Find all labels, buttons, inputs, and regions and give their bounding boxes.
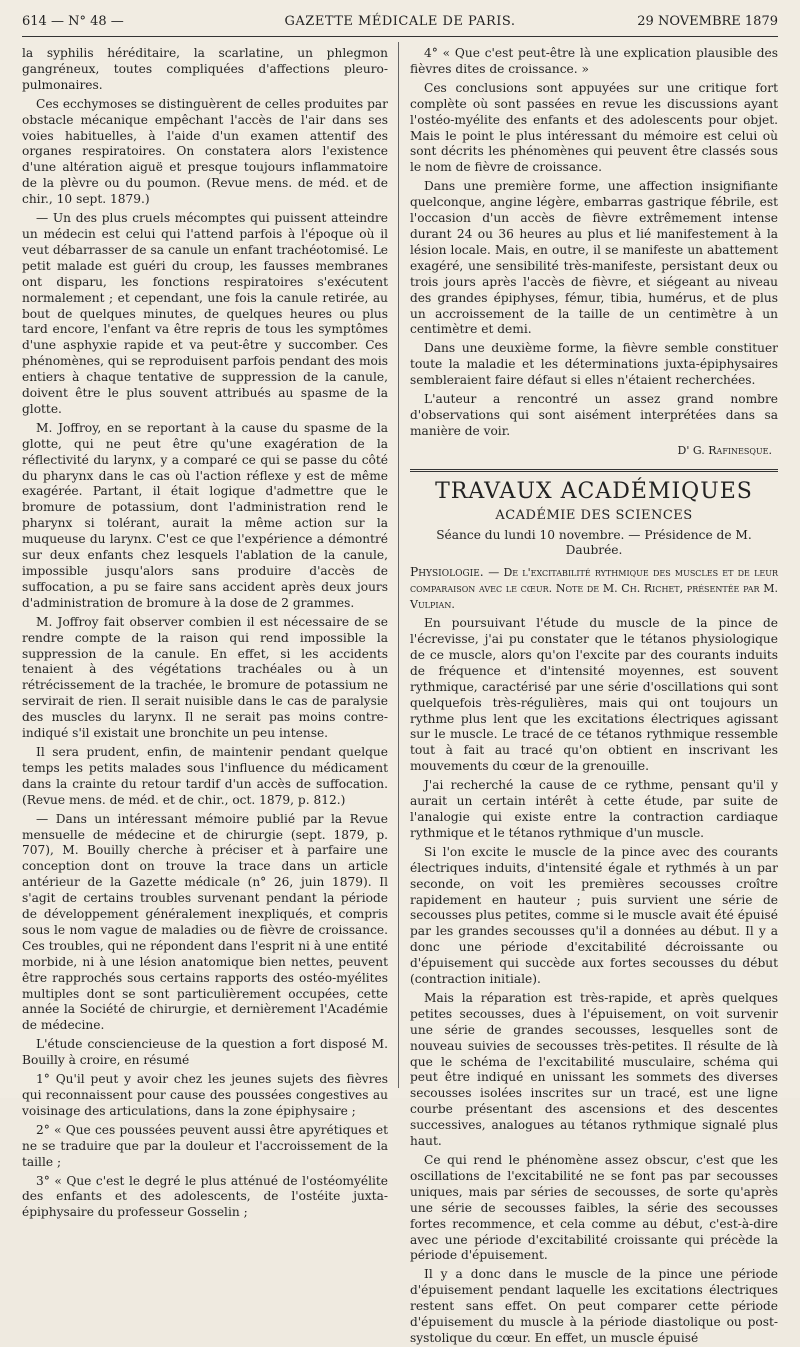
physiology-label: Physiologie. — [410, 565, 484, 580]
section-separator — [410, 469, 778, 472]
issue-date: 29 NOVEMBRE 1879 — [637, 14, 778, 29]
column-divider — [398, 42, 399, 1088]
paragraph: Il sera prudent, enfin, de maintenir pendant quelque temps les petits malades sous l'influence du médicament dans la crainte du retour tardif d'un accès de suffocation. (Revue mens. de méd. et de chir., oct. 1879, p. 812.) — [22, 744, 388, 807]
session-line: Séance du lundi 10 novembre. — Présidence de M. Daubrée. — [436, 527, 752, 558]
paragraph: Ces ecchymoses se distinguèrent de celles produites par obstacle mécanique empêchant l'accès de l'air dans ses voies habituelles, à l'aide d'un examen attentif des organes respiratoires. On constatera alors l'existence d'une altération aiguë et presque toujours inflammatoire de la plèvre ou du poumon. (Revue mens. de méd. et de chir., 10 sept. 1879.) — [22, 96, 388, 207]
list-item: 2° « Que ces poussées peuvent aussi être apyrétiques et ne se traduire que par la douleur et l'accroissement de la taille ; — [22, 1122, 388, 1169]
paragraph: Mais la réparation est très-rapide, et après quelques petites secousses, dues à l'épuisement, on voit survenir une série de grandes secousses, lesquelles sont de nouveau suivies de secousses très-petites. Il résulte de là que le schéma de l'excitabilité musculaire, schéma qui peut être indiqué en unissant les sommets des diverses secousses isolées inscrites sur un tracé, est une ligne courbe présentant des ascensions et des descentes successives, analogues au tétanos rythmique signalé plus haut. — [410, 990, 778, 1149]
paragraph: Dans une première forme, une affection insignifiante quelconque, angine légère, embarras gastrique fébrile, est l'occasion d'un accès de fièvre extrêmement intense durant 24 ou 36 heures au plus et lié manifestement à la lésion locale. Mais, en outre, il se manifeste un abattement exagéré, une sensibilité très-manifeste, persistant deux ou trois jours après l'accès de fièvre, et siégeant au niveau des grandes épiphyses, fémur, tibia, humérus, et de plus un accroissement de la taille de un centimètre à un centimètre et demi. — [410, 179, 778, 337]
physiology-heading — [410, 565, 778, 613]
paragraph: Ces conclusions sont appuyées sur une critique fort complète où sont passées en revue les discussions ayant l'ostéo-myélite des enfants et des adolescents pour objet. Mais le point le plus intéressant du mémoire est celui où sont décrits les phénomènes qui peuvent être classés sous le nom de fièvre de croissance. — [410, 80, 778, 175]
list-item: 3° « Que c'est le degré le plus atténué de l'ostéomyélite des enfants et des adolescents, de l'ostéite juxta-épiphysaire du professeur Gosselin ; — [22, 1173, 388, 1220]
paragraph: M. Joffroy, en se reportant à la cause du spasme de la glotte, qui ne peut être qu'une exagération de la réflectivité du larynx, y a comparé ce qui se passe du côté du pharynx dans le cas où l'action réflexe y est de même exagérée. Partant, il était logique d'admettre que le bromure de potassium, dont l'administration rend le pharynx si tolérant, aurait la même action sur la muqueuse du larynx. C'est ce que l'expérience a démontré sur deux enfants chez lesquels l'ablation de la canule, impossible jusqu'alors sans produire d'accès de suffocation, a pu se faire sans accident après deux jours d'administration de bromure à la dose de 2 grammes. — [22, 420, 388, 610]
page-number: 614 — N° 48 — — [22, 14, 124, 29]
page-header — [22, 14, 778, 36]
paragraph: M. Joffroy fait observer combien il est nécessaire de se rendre compte de la raison qui rend impossible la suppression de la canule. En effet, si les accidents tenaient à des végétations trachéales ou à un rétrécissement de la trachée, le bromure de potassium ne servirait de rien. Il serait nuisible dans le cas de paralysie des muscles du larynx. Il ne serait pas moins contre-indiqué s'il existait une bronchite un peu intense. — [22, 614, 388, 741]
paragraph: — Un des plus cruels mécomptes qui puissent atteindre un médecin est celui qui l'attend parfois à l'époque où il veut débarrasser de sa canule un enfant trachéotomisé. Le petit malade est guéri du croup, les fausses membranes ont disparu, les fonctions respiratoires s'exécutent normalement ; et cependant, une fois la canule retirée, au bout de quelques minutes, de quelques heures ou plus tard encore, l'enfant va être repris de tous les symptômes d'une asphyxie rapide et va peut-être y succomber. Ces phénomènes, qui se reproduisent parfois pendant des mois entiers à chaque tentative de suppression de la canule, doivent être le plus souvent attribués au spasme de la glotte. — [22, 211, 388, 416]
paragraph: Il y a donc dans le muscle de la pince une période d'épuisement pendant laquelle les excitations électriques restent sans effet. On peut comparer cette période d'épuisement du muscle à la période diastolique ou post-systolique du cœur. En effet, un muscle épuisé — [410, 1267, 778, 1345]
right-column — [410, 46, 779, 1345]
section-title: TRAVAUX ACADÉMIQUES — [435, 478, 753, 504]
paragraph: la syphilis héréditaire, la scarlatine, un phlegmon gangréneux, toutes compliquées d'affections pleuro-pulmonaires. — [22, 46, 388, 92]
header-rule — [22, 36, 778, 37]
paragraph: — Dans un intéressant mémoire publié par la Revue mensuelle de médecine et de chirurgie (sept. 1879, p. 707), M. Bouilly cherche à préciser et à parfaire une conception dont on trouve la trace dans un article antérieur de la Gazette médicale (n° 26, juin 1879). Il s'agit de certains troubles survenant pendant la période de développement généralement inexpliqués, et compris sous le nom vague de maladies ou de fièvre de croissance. Ces troubles, qui ne répondent dans l'esprit ni à une entité morbide, ni à une lésion anatomique bien nettes, peuvent être rapprochés sous certains rapports des ostéo-myélites multiples dont se sont particulièrement occupées, cette année la Société de chirurgie, et dernièrement l'Académie de médecine. — [22, 811, 388, 1033]
list-item: 1° Qu'il peut y avoir chez les jeunes sujets des fièvres qui reconnaissent pour cause des poussées congestives au voisinage des articulations, dans la zone épiphysaire ; — [22, 1072, 388, 1118]
paragraph: Ce qui rend le phénomène assez obscur, c'est que les oscillations de l'excitabilité ne se font pas par secousses uniques, mais par séries de secousses, de sorte qu'après une série de secousses faibles, la série des secousses fortes recommence, et cela comme au début, c'est-à-dire avec une période d'excitabilité croissante qui précède la période d'épuisement. — [410, 1153, 778, 1263]
paragraph: J'ai recherché la cause de ce rythme, pensant qu'il y aurait un certain intérêt à cette étude, par suite de l'analogie qui existe entre la contraction cardiaque rythmique et le tétanos rythmique d'un muscle. — [410, 778, 778, 840]
paragraph: Dans une deuxième forme, la fièvre semble constituer toute la maladie et les déterminations juxta-épiphysaires sembleraient faire défaut si elles n'étaient recherchées. — [410, 341, 778, 388]
physiology-title: — De l'excitabilité rythmique des muscles et de leur comparaison avec le cœur. Note de M. Ch. Richet, présentée par M. Vulpian. — [410, 566, 779, 612]
author-signature: D' G. Rafinesque. — [677, 443, 772, 457]
paragraph: Si l'on excite le muscle de la pince avec des courants électriques induits, d'intensité égale et rythmés à un par seconde, on voit les premières secousses croître rapidement en hauteur ; puis survient une série de secousses plus petites, comme si le muscle avait été épuisé par les grandes secousses qu'il a données au début. Il y a donc une période d'excitabilité décroissante ou d'épuisement qui succède aux fortes secousses du début (contraction initiale). — [410, 844, 778, 987]
journal-title: GAZETTE MÉDICALE DE PARIS. — [284, 14, 516, 29]
paragraph: L'étude consciencieuse de la question a fort disposé M. Bouilly à croire, en résumé — [22, 1037, 388, 1068]
paragraph: En poursuivant l'étude du muscle de la pince de l'écrevisse, j'ai pu constater que le tétanos physiologique de ce muscle, alors qu'on l'excite par des courants induits de fréquence et d'intensité moyennes, est souvent rythmique, caractérisé par une série d'oscillations qui sont quelquefois très-régulières, mais qui ont toujours un rythme plus lent que les excitations électriques agissant sur le muscle. Le tracé de ce tétanos rythmique ressemble tout à fait au tracé qu'on obtient en inscrivant les mouvements du cœur de la grenouille. — [410, 616, 778, 774]
subsection-title: ACADÉMIE DES SCIENCES — [495, 507, 693, 523]
list-item: 4° « Que c'est peut-être là une explication plausible des fièvres dites de croissance. » — [410, 46, 778, 76]
paragraph: L'auteur a rencontré un assez grand nombre d'observations qui sont aisément interprétées dans sa manière de voir. — [410, 392, 778, 438]
left-column — [22, 46, 388, 1220]
